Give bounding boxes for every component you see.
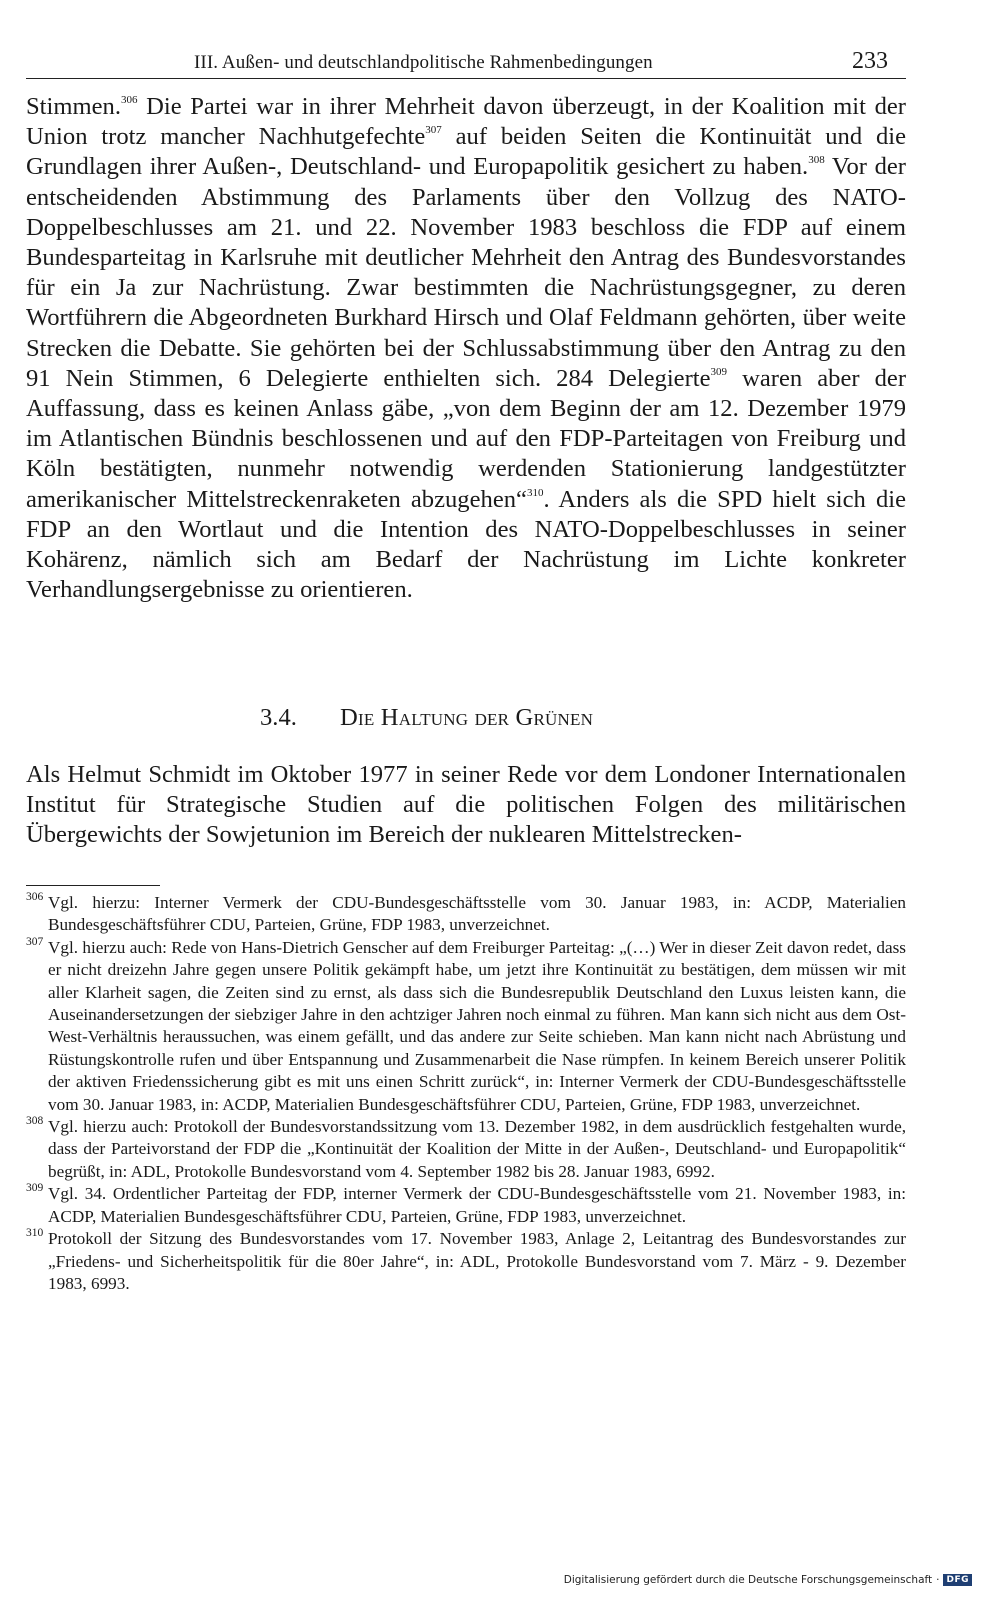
- footnote-ref-306[interactable]: 306: [120, 94, 138, 106]
- footnote-308: 308 Vgl. hierzu auch: Protokoll der Bundesvorstandssitzung vom 13. Dezember 1982, in dem ausdrücklich festgehalten wurde, dass der Parteivorstand der FDP die „Kontinuität der Koalition der Mitte in der Außen-, Deutschland- und Europapolitik“ begrüßt, in: ADL, Protokolle Bundesvorstand vom 4. September 1982 bis 28. Januar 1983, 6992.: [26, 1115, 906, 1181]
- footnote-309: 309 Vgl. 34. Ordentlicher Parteitag der FDP, interner Vermerk der CDU-Bundesgeschäftsstelle vom 21. November 1983, in: ACDP, Materialien Bundesgeschäftsführer CDU, Parteien, Grüne, FDP 1983, unverzeichnet.: [26, 1182, 906, 1226]
- footnote-ref-309[interactable]: 309: [710, 365, 728, 378]
- footnotes: [26, 892, 906, 1295]
- footnote-ref-307[interactable]: 307: [425, 124, 442, 137]
- body-paragraph-1: Stimmen.$^{306}$ Die Partei war in ihrer Mehrheit davon überzeugt, in der Koalition mit der Union trotz mancher Nachhutgefechte$^{307}$ auf beiden Seiten die Kontinuität und die Grundlagen ihrer Außen-, Deutschland- und Europapolitik gesichert zu haben.$^{308}$ Vor der entscheidenden Abstimmung des Parlaments über den Vollzug des NATO-Doppelbeschlusses am 21. und 22. November 1983 beschloss die FDP auf einem Bundesparteitag in Karlsruhe mit deutlicher Mehrheit den Antrag des Bundesvorstandes für ein Ja zur Nachrüstung. Zwar bestimmten die Nachrüstungsgegner, zu deren Wortführern die Abgeordneten Burkhard Hirsch und Olaf Feldmann gehörten, über weite Strecken die Debatte. Sie gehörten bei der Schlussabstimmung über den Antrag zu den 91 Nein Stimmen, 6 Delegierte enthielten sich. 284 Delegierte$^{309}$ waren aber der Auffassung, dass es keinen Anlass gäbe, „von dem Beginn der am 12. Dezember 1979 im Atlantischen Bündnis beschlossenen und auf den FDP-Parteitagen von Freiburg und Köln bestätigten, nunmehr notwendig werdenden Stationierung landgestützter amerikanischer Mittelstreckenraketen abzugehen“$^{310}$. Anders als die SPD hielt sich die FDP an den Wortlaut und die Intention des NATO-Doppelbeschlusses in seiner Kohärenz, nämlich sich am Bedarf der Nachrüstung im Lichte konkreter Verhandlungsergebnisse zu orientieren.: [26, 93, 907, 604]
- body-paragraph-2: Als Helmut Schmidt im Oktober 1977 in seiner Rede vor dem Londoner Internationalen Institut für Strategische Studien auf die politischen Folgen des militärischen Übergewichts der Sowjetunion im Bereich der nuklearen Mittelstrecken-: [26, 761, 906, 849]
- footnote-306: 306 Vgl. hierzu: Interner Vermerk der CDU-Bundesgeschäftsstelle vom 30. Januar 1983, in: ACDP, Materialien Bundesgeschäftsführer CDU, Parteien, Grüne, FDP 1983, unverzeichnet.: [26, 891, 906, 935]
- running-title: III. Außen- und deutschlandpolitische Rahmenbedingungen: [194, 52, 653, 73]
- running-header: [26, 46, 906, 79]
- footnote-310: 310 Protokoll der Sitzung des Bundesvorstandes vom 17. November 1983, Anlage 2, Leitantrag des Bundesvorstandes zur „Friedens- und Sicherheitspolitik für die 80er Jahre“, in: ADL, Protokolle Bundesvorstand vom 7. März - 9. Dezember 1983, 6993.: [26, 1227, 906, 1293]
- footnote-ref-310[interactable]: 310: [526, 486, 544, 499]
- footnote-divider: [26, 885, 160, 886]
- dfg-logo: DFG: [943, 1574, 972, 1586]
- section-heading: [260, 704, 593, 732]
- digitization-credit: Digitalisierung gefördert durch die Deutsche Forschungsgemeinschaft · DFG: [564, 1574, 972, 1586]
- footnote-307: 307 Vgl. hierzu auch: Rede von Hans-Dietrich Genscher auf dem Freiburger Parteitag: „(…) Wer in dieser Zeit davon redet, dass er nicht dreizehn Jahre gegen unsere Politik gekämpft habe, um jetzt ihre Kontinuität zu bestätigen, dem müssen wir mit aller Klarheit sagen, die Zeiten sind zu ernst, als dass sich die Bundesrepublik Deutschland den Luxus leisten kann, die Auseinandersetzungen der siebziger Jahre in den achtziger Jahren noch einmal zu führen. Man kann sich nicht aus dem Ost-West-Verhältnis heraussuchen, was einem gefällt, und das andere zur Seite schieben. Man kann nicht nach Abrüstung und Rüstungskontrolle rufen und über Entspannung und Zusammenarbeit die Nase rümpfen. In keinem Bereich unserer Politik der aktiven Friedenssicherung gibt es mit uns einen Schritt zurück“, in: Interner Vermerk der CDU-Bundesgeschäftsstelle vom 30. Januar 1983, in: ACDP, Materialien Bundesgeschäftsführer CDU, Parteien, Grüne, FDP 1983, unverzeichnet.: [26, 935, 906, 1114]
- footnote-ref-308[interactable]: 308: [808, 154, 825, 167]
- credit-text: Digitalisierung gefördert durch die Deutsche Forschungsgemeinschaft: [563, 1574, 933, 1586]
- section-number: 3.4.: [260, 704, 297, 731]
- section-title: Die Haltung der Grünen: [340, 704, 594, 731]
- page-number: 233: [852, 48, 888, 74]
